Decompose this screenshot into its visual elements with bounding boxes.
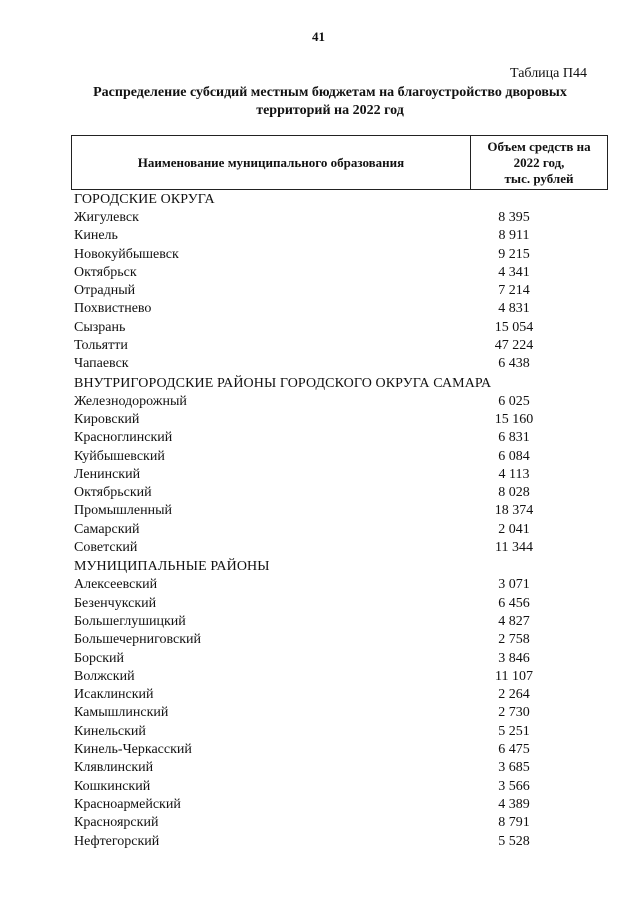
subsidy-value: 3 566 [498,778,530,794]
table-header [71,135,608,190]
subsidy-value: 4 341 [498,264,530,280]
municipality-name: Красноармейский [74,796,181,812]
municipality-name: Жигулевск [74,210,139,225]
table-row [71,796,608,814]
subsidy-value: 4 831 [498,301,530,317]
table-row [71,448,608,466]
section-title: ГОРОДСКИЕ ОКРУГА [74,192,215,207]
table-row [71,650,608,668]
subsidy-value: 9 215 [498,246,530,262]
subsidy-value: 6 831 [498,430,530,446]
table-row [71,704,608,722]
municipality-name: Новокуйбышевск [74,246,179,262]
table-row [71,613,608,631]
municipality-name: Нефтегорский [74,833,160,849]
table-row [71,723,608,741]
subsidy-value: 3 685 [498,760,530,776]
subsidy-value: 6 456 [498,595,530,611]
municipality-name: Тольятти [74,338,128,354]
title-line-2: территорий на 2022 год [256,103,404,118]
municipality-name: Исаклинский [74,687,154,703]
table-row [71,264,608,282]
municipality-name: Борский [74,650,125,666]
municipality-name: Красноглинский [74,430,173,446]
subsidy-value: 2 758 [498,632,530,648]
table-row [71,668,608,686]
subsidy-value: 11 107 [495,668,533,684]
table-row [71,814,608,832]
municipality-name: Большеглушицкий [74,613,186,629]
municipality-name: Алексеевский [74,577,158,593]
subsidy-value: 15 054 [494,319,534,335]
page-number: 41 [312,29,325,44]
municipality-name: Октябрьский [74,485,152,501]
subsidy-value: 18 374 [494,503,534,519]
column-header-value [471,136,607,189]
table-row [71,355,608,373]
section-title: ВНУТРИГОРОДСКИЕ РАЙОНЫ ГОРОДСКОГО ОКРУГА САМАРА [74,375,492,391]
subsidy-value: 8 395 [498,210,530,225]
municipality-name: Сызрань [74,319,126,335]
table-label: Таблица П44 [510,66,587,81]
subsidy-value: 6 438 [498,356,530,372]
subsidy-value: 8 028 [498,485,530,501]
subsidy-value: 5 528 [498,833,530,849]
municipality-name: Похвистнево [74,301,152,317]
municipality-name: Кировский [74,411,140,427]
subsidy-value: 2 730 [498,705,530,721]
subsidy-value: 8 791 [498,815,530,831]
municipality-name: Самарский [74,521,140,537]
table-row [71,539,608,557]
subsidy-value: 7 214 [498,283,530,299]
column-header-value-line-3: тыс. рублей [504,171,574,186]
table-row [71,595,608,613]
subsidy-value: 8 911 [498,228,530,244]
table-row [71,282,608,300]
subsidy-value: 3 846 [498,650,530,666]
municipality-name: Клявлинский [74,760,154,776]
municipality-name: Камышлинский [74,705,169,721]
column-header-value-line-1: Объем средств на [487,139,591,154]
table-row [71,686,608,704]
table-row [71,319,608,337]
municipality-name: Куйбышевский [74,448,165,464]
municipality-name: Большечерниговский [74,632,202,648]
subsidy-value: 6 025 [498,393,530,409]
municipality-name: Кошкинский [74,778,151,794]
subsidy-value: 11 344 [495,540,533,556]
municipality-name: Кинельский [74,723,146,739]
municipality-name: Чапаевск [74,356,129,372]
municipality-name: Ленинский [74,466,141,482]
table-body [71,190,608,851]
municipality-name: Кинель-Черкасский [74,742,192,758]
subsidy-value: 6 084 [498,448,530,464]
title-line-1: Распределение субсидий местным бюджетам на благоустройство дворовых [93,85,567,100]
table-row [71,631,608,649]
municipality-name: Красноярский [74,815,159,831]
municipality-name: Волжский [74,668,135,684]
municipality-name: Отрадный [74,283,136,299]
subsidy-table [71,135,608,851]
municipality-name: Кинель [74,228,118,244]
table-row [71,741,608,759]
subsidy-value: 5 251 [498,723,530,739]
subsidy-value: 4 113 [498,466,530,482]
table-row [71,393,608,411]
municipality-name: Промышленный [74,503,172,519]
subsidy-value: 2 264 [498,687,530,703]
subsidy-value: 3 071 [498,577,530,593]
table-row [71,502,608,520]
table-row [71,246,608,264]
table-row [71,411,608,429]
subsidy-value: 4 389 [498,796,530,812]
section-title: МУНИЦИПАЛЬНЫЕ РАЙОНЫ [74,559,270,575]
subsidy-value: 15 160 [494,411,534,427]
subsidy-value: 2 041 [498,521,530,537]
municipality-name: Безенчукский [74,595,157,611]
table-row [71,778,608,796]
municipality-name: Железнодорожный [74,393,187,409]
table-row [71,466,608,484]
table-row [71,227,608,245]
municipality-name: Советский [74,540,138,556]
table-row [71,429,608,447]
table-row [71,209,608,227]
subsidy-value: 4 827 [498,613,530,629]
table-row [71,484,608,502]
document-title [60,84,600,120]
municipality-name: Октябрьск [74,264,137,280]
column-header-name: Наименование муниципального образования [72,136,471,189]
table-row [71,576,608,594]
table-row [71,521,608,539]
table-row [71,833,608,851]
subsidy-value: 47 224 [494,338,534,354]
table-row [71,300,608,318]
table-row [71,759,608,777]
subsidy-value: 6 475 [498,742,530,758]
table-row [71,337,608,355]
column-header-value-line-2: 2022 год, [513,155,565,170]
